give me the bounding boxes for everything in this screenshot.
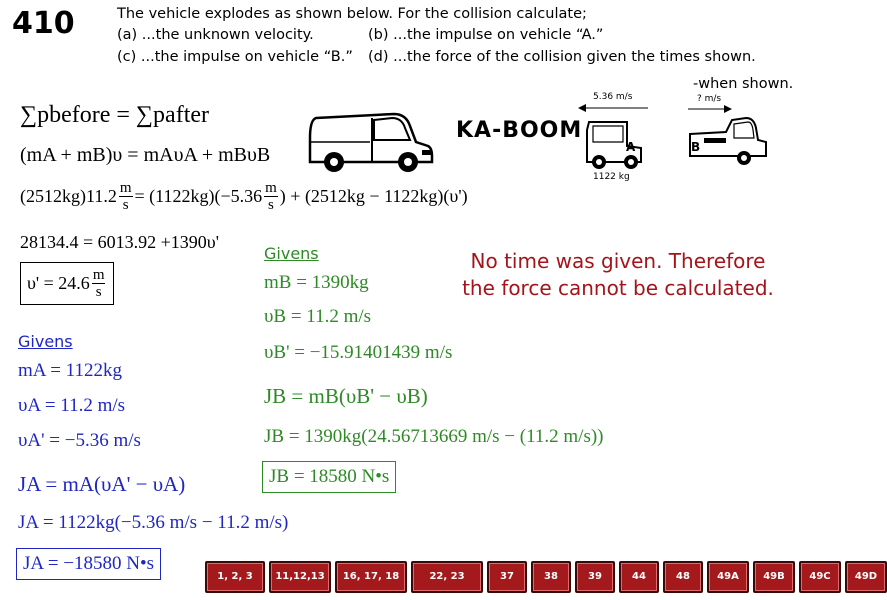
nav-button-11-12-13[interactable]: 11,12,13 bbox=[269, 561, 331, 593]
answer-unit-fraction bbox=[92, 267, 106, 300]
momentum-conservation-eq: ∑pbefore = ∑pafter bbox=[20, 102, 209, 128]
unit-fraction bbox=[119, 180, 133, 213]
nav-button-49B[interactable]: 49B bbox=[753, 561, 795, 593]
impulse-b-answer: JB = 18580 N•s bbox=[262, 461, 396, 493]
force-note-line-2: the force cannot be calculated. bbox=[462, 276, 774, 300]
force-note bbox=[462, 248, 774, 302]
vehicle-b-letter: B bbox=[691, 140, 701, 154]
nav-button-16-17-18[interactable]: 16, 17, 18 bbox=[335, 561, 407, 593]
substituted-eq bbox=[20, 180, 468, 213]
unit-numerator-2: m bbox=[265, 180, 277, 196]
nav-button-37[interactable]: 37 bbox=[487, 561, 527, 593]
unit-denominator-2: s bbox=[268, 197, 274, 213]
unit-numerator: m bbox=[119, 180, 132, 196]
nav-button-44[interactable]: 44 bbox=[619, 561, 659, 593]
velocity-answer-box bbox=[20, 262, 114, 305]
question-c: (c) ...the impulse on vehicle “B.” bbox=[117, 49, 353, 65]
kaboom-label: KA-BOOM bbox=[456, 118, 583, 143]
vehicle-a-icon bbox=[583, 116, 645, 172]
impulse-a-formula: JA = mA(υA' − υA) bbox=[18, 472, 186, 496]
answer-unit-num: m bbox=[92, 267, 105, 283]
nav-button-49C[interactable]: 49C bbox=[799, 561, 841, 593]
givens-a-title: Givens bbox=[18, 332, 73, 351]
givens-a-mass: mA = 1122kg bbox=[18, 360, 122, 381]
impulse-a-substitution: JA = 1122kg(−5.36 m/s − 11.2 m/s) bbox=[18, 512, 289, 533]
givens-b-final-velocity: υB' = −15.91401439 m/s bbox=[264, 342, 453, 363]
question-b: (b) ...the impulse on vehicle “A.” bbox=[368, 27, 604, 43]
givens-a-velocity: υA = 11.2 m/s bbox=[18, 395, 126, 416]
givens-b-mass: mB = 1390kg bbox=[264, 272, 369, 293]
givens-b-title: Givens bbox=[264, 244, 319, 263]
nav-button-1-2-3[interactable]: 1, 2, 3 bbox=[205, 561, 265, 593]
givens-a-final-velocity: υA' = −5.36 m/s bbox=[18, 430, 141, 451]
nav-button-48[interactable]: 48 bbox=[663, 561, 703, 593]
van-illustration bbox=[306, 108, 434, 174]
impulse-b-formula: JB = mB(υB' − υB) bbox=[264, 384, 428, 408]
momentum-expanded-eq: (mA + mB)υ = mAυA + mBυB bbox=[20, 144, 271, 166]
unit-denominator: s bbox=[122, 197, 129, 213]
velocity-answer: υ' = 24.6 bbox=[27, 273, 90, 293]
force-note-line-1: No time was given. Therefore bbox=[470, 249, 766, 273]
eq3-part-b: = (1122kg)(−5.36 bbox=[134, 186, 263, 206]
velocity-b-label: ? m/s bbox=[697, 94, 722, 104]
left-arrow-icon bbox=[578, 102, 650, 114]
question-a: (a) ...the unknown velocity. bbox=[117, 27, 314, 43]
mass-a-label: 1122 kg bbox=[593, 172, 630, 182]
problem-intro: The vehicle explodes as shown below. For the collision calculate; bbox=[117, 6, 587, 22]
givens-b-velocity: υB = 11.2 m/s bbox=[264, 306, 372, 327]
velocity-a-label: 5.36 m/s bbox=[593, 92, 633, 102]
nav-button-38[interactable]: 38 bbox=[531, 561, 571, 593]
nav-button-49A[interactable]: 49A bbox=[707, 561, 749, 593]
eq3-part-c: ) + (2512kg − 1122kg)(υ') bbox=[279, 186, 468, 206]
problem-number: 410 bbox=[12, 6, 75, 41]
answer-unit-den: s bbox=[95, 284, 102, 300]
question-d: (d) ...the force of the collision given the times shown. bbox=[368, 49, 756, 65]
vehicle-a-letter: A bbox=[626, 140, 636, 154]
nav-button-22-23[interactable]: 22, 23 bbox=[411, 561, 483, 593]
impulse-b-substitution: JB = 1390kg(24.56713669 m/s − (11.2 m/s)) bbox=[264, 426, 604, 447]
simplified-eq: 28134.4 = 6013.92 +1390υ' bbox=[20, 232, 219, 252]
nav-button-49D[interactable]: 49D bbox=[845, 561, 887, 593]
when-shown-note: -when shown. bbox=[693, 76, 794, 92]
unit-fraction-2 bbox=[264, 180, 278, 213]
eq3-part-a: (2512kg)11.2 bbox=[20, 186, 117, 206]
nav-button-39[interactable]: 39 bbox=[575, 561, 615, 593]
problem-navigation bbox=[205, 561, 887, 593]
impulse-a-answer: JA = −18580 N•s bbox=[16, 548, 161, 580]
